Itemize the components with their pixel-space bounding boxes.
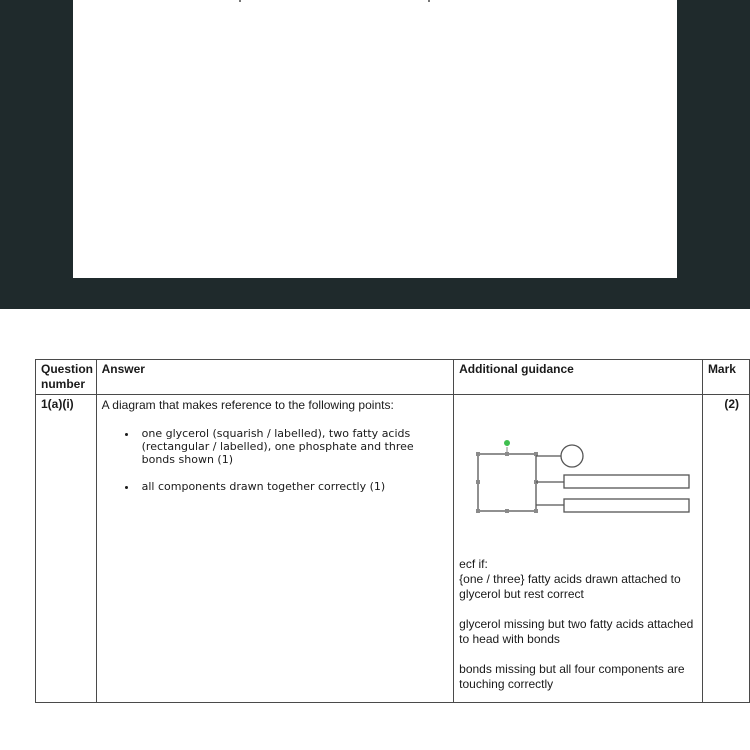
- resize-handle-icon: [476, 452, 480, 456]
- guidance-block: [459, 617, 697, 647]
- guidance-line: ecf if:: [459, 557, 488, 571]
- header-question-number: Question number: [36, 360, 97, 395]
- cut-off-text-fragment: [428, 0, 430, 2]
- marking-points-list: [102, 427, 449, 493]
- resize-handle-icon: [534, 509, 538, 513]
- header-answer: Answer: [96, 360, 454, 395]
- phospholipid-diagram-svg: [464, 432, 696, 522]
- table-header-row: [36, 360, 750, 395]
- phospholipid-diagram: [459, 397, 697, 557]
- guidance-line: {one / three} fatty acids drawn attached to glycerol but rest correct: [459, 572, 681, 601]
- header-additional-guidance: Additional guidance: [454, 360, 703, 395]
- guidance-line: glycerol missing but two fatty acids attached to head with bonds: [459, 617, 694, 646]
- question-number: 1(a)(i): [36, 395, 97, 703]
- mark-value: (2): [702, 395, 749, 703]
- resize-handle-icon: [505, 452, 509, 456]
- answer-cell: [96, 395, 454, 703]
- header-mark: Mark: [702, 360, 749, 395]
- guidance-block: [459, 662, 697, 692]
- guidance-notes: [459, 557, 697, 692]
- guidance-cell: [454, 395, 703, 703]
- cut-off-text-fragment: [239, 0, 241, 2]
- answer-intro: A diagram that makes reference to the following points:: [101, 398, 394, 412]
- resize-handle-icon: [476, 509, 480, 513]
- glycerol-square: [478, 454, 536, 511]
- mark-scheme-table: [35, 359, 750, 703]
- rotation-handle-icon: [504, 440, 510, 446]
- previous-page: [73, 0, 677, 278]
- resize-handle-icon: [505, 509, 509, 513]
- resize-handle-icon: [476, 480, 480, 484]
- fatty-acid-rectangle: [564, 475, 689, 488]
- guidance-block: [459, 557, 697, 602]
- table-row: [36, 395, 750, 703]
- marking-point: • all components drawn together correctly (1): [138, 480, 449, 493]
- guidance-line: bonds missing but all four components are touching correctly: [459, 662, 685, 691]
- fatty-acid-rectangle: [564, 499, 689, 512]
- marking-point: • one glycerol (squarish / labelled), two fatty acids (rectangular / labelled), one phosphate and three bonds shown (1): [138, 427, 449, 466]
- phosphate-circle: [561, 445, 583, 467]
- viewer-background: [0, 0, 750, 309]
